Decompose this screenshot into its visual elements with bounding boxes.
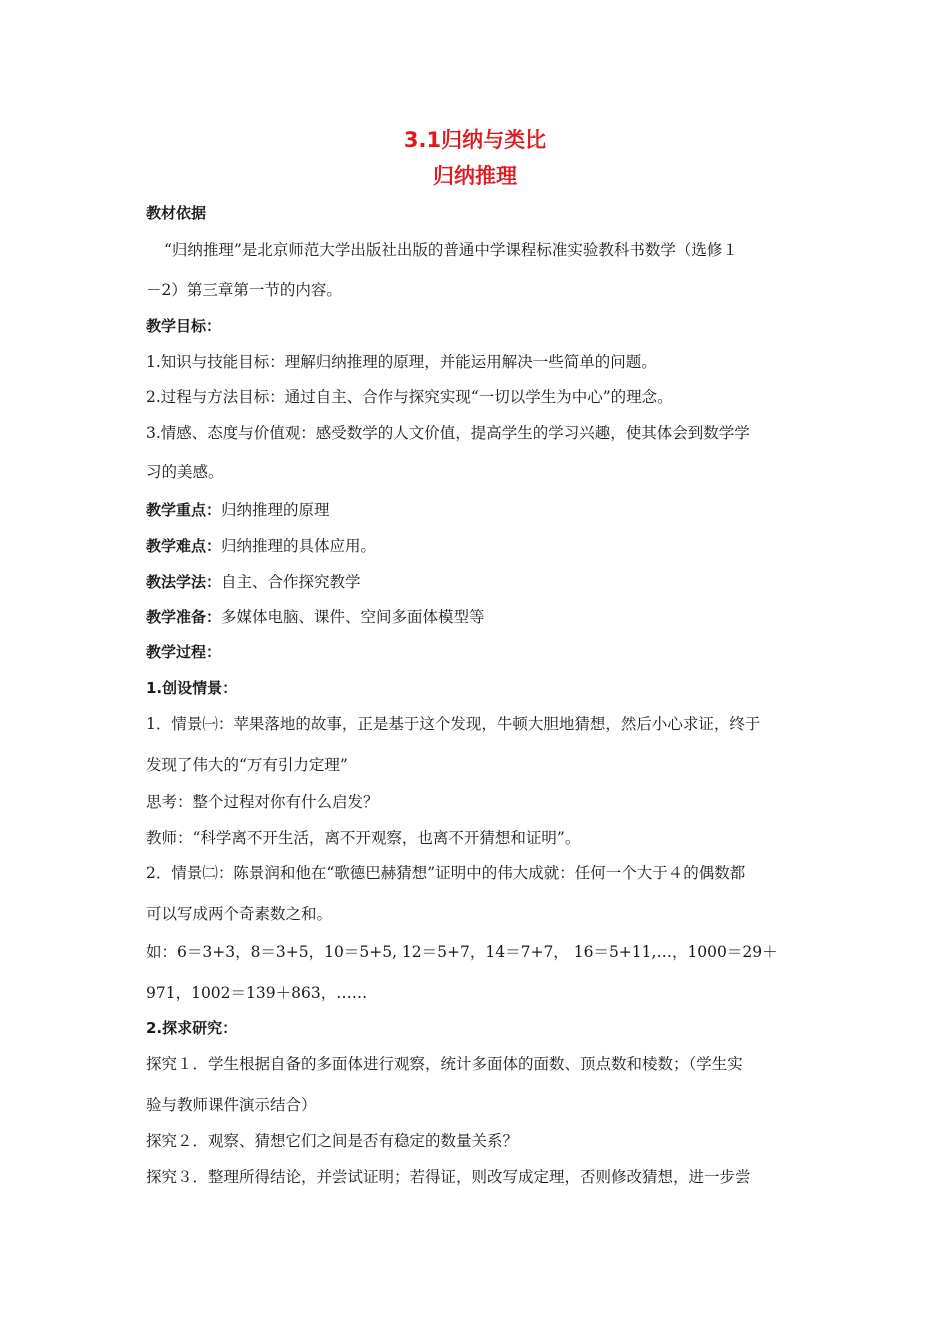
methods-value: 自主、合作探究教学 (221, 573, 361, 591)
document-subtitle: 归纳推理 (433, 164, 517, 188)
paragraph-line: 教师：“科学离不开生活，离不开观察，也离不开猜想和证明”。 (146, 829, 581, 847)
section-heading-material: 教材依据 (146, 204, 207, 222)
preparation-value: 多媒体电脑、课件、空间多面体模型等 (221, 608, 485, 626)
paragraph-line: 探究２．观察、猜想它们之间是否有稳定的数量关系？ (146, 1132, 519, 1150)
document-title: 3.1归纳与类比 (403, 128, 547, 152)
preparation-row (146, 605, 485, 627)
paragraph-line: 1．情景㈠：苹果落地的故事，正是基于这个发现，牛顿大胆地猜想，然后小心求证，终于 (146, 715, 761, 733)
difficulties-row (146, 534, 376, 556)
subsection-heading: 2.探求研究： (146, 1019, 238, 1037)
paragraph-line: 探究３．整理所得结论，并尝试证明；若得证，则改写成定理，否则修改猜想，进一步尝 (146, 1168, 751, 1186)
paragraph-line: 如：6＝3+3，8＝3+5，10＝5+5, 12＝5+7，14＝7+7， 16＝5+11,…，1000＝29＋ (146, 943, 778, 961)
paragraph-line: 971，1002＝139＋863，…… (146, 984, 368, 1002)
subsection-heading: 1.创设情景： (146, 679, 238, 697)
paragraph-line: 2．情景㈡：陈景润和他在“歌德巴赫猜想”证明中的伟大成就：任何一个大于４的偶数都 (146, 864, 746, 882)
goal-item: 1.知识与技能目标：理解归纳推理的原理，并能运用解决一些简单的问题。 (146, 353, 657, 371)
methods-label: 教法学法： (146, 573, 222, 591)
paragraph-line: 验与教师课件演示结合） (146, 1096, 317, 1114)
paragraph-line: －2）第三章第一节的内容。 (146, 281, 342, 299)
section-heading-process: 教学过程： (146, 643, 222, 661)
key-points-label: 教学重点： (146, 501, 222, 519)
paragraph-line: 思考：整个过程对你有什么启发？ (146, 793, 379, 811)
methods-row (146, 570, 361, 592)
goal-item: 3.情感、态度与价值观：感受数学的人文价值，提高学生的学习兴趣，使其体会到数学学 (146, 424, 750, 442)
paragraph-line: 可以写成两个奇素数之和。 (146, 905, 333, 923)
paragraph-line: 发现了伟大的“万有引力定理” (146, 756, 348, 774)
key-points-value: 归纳推理的原理 (221, 501, 330, 519)
goal-item: 2.过程与方法目标：通过自主、合作与探究实现“一切以学生为中心”的理念。 (146, 388, 673, 406)
difficulties-label: 教学难点： (146, 537, 222, 555)
paragraph-line: 探究１．学生根据自备的多面体进行观察，统计多面体的面数、顶点数和棱数；（学生实 (146, 1055, 743, 1073)
preparation-label: 教学准备： (146, 608, 222, 626)
difficulties-value: 归纳推理的具体应用。 (221, 537, 377, 555)
key-points-row (146, 498, 330, 520)
goal-item: 习的美感。 (146, 463, 224, 481)
section-heading-goals: 教学目标： (146, 317, 222, 335)
paragraph-line: “归纳推理”是北京师范大学出版社出版的普通中学课程标准实验教科书数学（选修１ (164, 241, 738, 259)
